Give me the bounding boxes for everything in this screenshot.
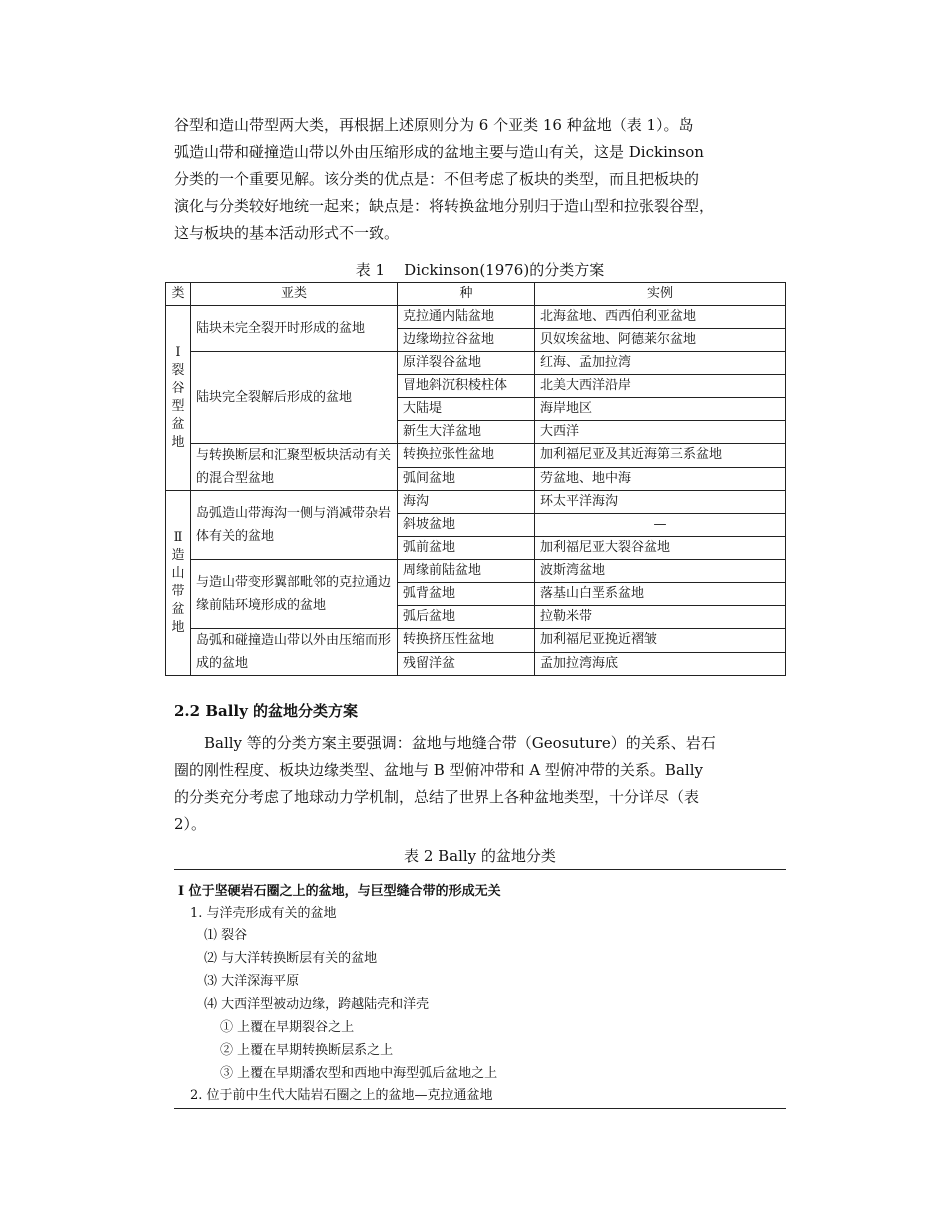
text-line: 分类的一个重要见解。该分类的优点是：不但考虑了板块的类型，而且把板块的 bbox=[174, 170, 700, 188]
species-cell: 原洋裂谷盆地 bbox=[398, 352, 535, 375]
species-cell: 弧间盆地 bbox=[398, 467, 535, 491]
species-cell: 转换拉张性盆地 bbox=[398, 444, 535, 468]
subclass-cell: 陆块未完全裂开时形成的盆地 bbox=[191, 306, 398, 352]
subclass-cell: 岛弧造山带海沟一侧与消减带杂岩体有关的盆地 bbox=[191, 491, 398, 560]
example-cell: 拉勒米带 bbox=[535, 606, 786, 629]
header-cell: 实例 bbox=[535, 283, 786, 306]
table-row bbox=[166, 629, 786, 653]
text-line: 这与板块的基本活动形式不一致。 bbox=[174, 224, 400, 242]
table2-row: ⑴ 裂谷 bbox=[204, 928, 248, 943]
species-cell: 冒地斜沉积棱柱体 bbox=[398, 375, 535, 398]
section-heading: 2.2 Bally 的盆地分类方案 bbox=[174, 702, 359, 720]
example-cell: 贝奴埃盆地、阿德莱尔盆地 bbox=[535, 329, 786, 352]
species-cell: 弧后盆地 bbox=[398, 606, 535, 629]
subclass-cell: 岛弧和碰撞造山带以外由压缩而形成的盆地 bbox=[191, 629, 398, 676]
example-cell: 加利福尼亚及其近海第三系盆地 bbox=[535, 444, 786, 468]
table2-caption: 表 2 Bally 的盆地分类 bbox=[404, 847, 556, 865]
intro-paragraph bbox=[174, 112, 786, 247]
example-cell: 加利福尼亚大裂谷盆地 bbox=[535, 537, 786, 560]
category-cell: Ⅱ 造 山 带 盆 地 bbox=[166, 491, 191, 676]
example-cell: 波斯湾盆地 bbox=[535, 560, 786, 583]
table2-row: ① 上覆在早期裂谷之上 bbox=[220, 1020, 355, 1035]
header-cell: 类 bbox=[166, 283, 191, 306]
table2-row: ⑷ 大西洋型被动边缘，跨越陆壳和洋壳 bbox=[204, 997, 430, 1012]
table2-row: ⑶ 大洋深海平原 bbox=[204, 974, 300, 989]
species-cell: 边缘坳拉谷盆地 bbox=[398, 329, 535, 352]
table2-top-rule bbox=[174, 869, 786, 870]
section2-paragraph bbox=[174, 730, 786, 838]
species-cell: 新生大洋盆地 bbox=[398, 421, 535, 444]
example-cell: 红海、孟加拉湾 bbox=[535, 352, 786, 375]
example-cell: 大西洋 bbox=[535, 421, 786, 444]
species-cell: 弧前盆地 bbox=[398, 537, 535, 560]
species-cell: 斜坡盆地 bbox=[398, 514, 535, 537]
table-row bbox=[166, 352, 786, 375]
table2-row: Ⅰ 位于坚硬岩石圈之上的盆地，与巨型缝合带的形成无关 bbox=[178, 884, 501, 899]
table2-bottom-rule bbox=[174, 1108, 786, 1109]
species-cell: 转换挤压性盆地 bbox=[398, 629, 535, 653]
subclass-cell: 陆块完全裂解后形成的盆地 bbox=[191, 352, 398, 444]
text-line: 谷型和造山带型两大类，再根据上述原则分为 6 个亚类 16 种盆地（表 1）。岛 bbox=[174, 116, 694, 134]
example-cell: 环太平洋海沟 bbox=[535, 491, 786, 514]
example-cell: — bbox=[535, 514, 786, 537]
text-line: Bally 等的分类方案主要强调：盆地与地缝合带（Geosuture）的关系、岩石 bbox=[204, 734, 716, 752]
subclass-cell: 与转换断层和汇聚型板块活动有关的混合型盆地 bbox=[191, 444, 398, 491]
text-line: 演化与分类较好地统一起来；缺点是：将转换盆地分别归于造山型和拉张裂谷型， bbox=[174, 197, 715, 215]
header-cell: 亚类 bbox=[191, 283, 398, 306]
species-cell: 克拉通内陆盆地 bbox=[398, 306, 535, 329]
table2-row: ⑵ 与大洋转换断层有关的盆地 bbox=[204, 951, 378, 966]
table-row bbox=[166, 491, 786, 514]
example-cell: 北海盆地、西西伯利亚盆地 bbox=[535, 306, 786, 329]
text-line: 弧造山带和碰撞造山带以外由压缩形成的盆地主要与造山有关，这是 Dickinson bbox=[174, 143, 704, 161]
header-cell: 种 bbox=[398, 283, 535, 306]
table2-row: ② 上覆在早期转换断层系之上 bbox=[220, 1043, 394, 1058]
table2-row: 2. 位于前中生代大陆岩石圈之上的盆地—克拉通盆地 bbox=[190, 1088, 493, 1103]
species-cell: 周缘前陆盆地 bbox=[398, 560, 535, 583]
subclass-cell: 与造山带变形翼部毗邻的克拉通边缘前陆环境形成的盆地 bbox=[191, 560, 398, 629]
table-row bbox=[166, 306, 786, 329]
table1-caption: 表 1 Dickinson(1976)的分类方案 bbox=[355, 261, 605, 279]
text-line: 的分类充分考虑了地球动力学机制，总结了世界上各种盆地类型，十分详尽（表 bbox=[174, 788, 700, 806]
table-row bbox=[166, 560, 786, 583]
species-cell: 弧背盆地 bbox=[398, 583, 535, 606]
example-cell: 孟加拉湾海底 bbox=[535, 652, 786, 676]
table1 bbox=[165, 282, 786, 676]
species-cell: 残留洋盆 bbox=[398, 652, 535, 676]
example-cell: 海岸地区 bbox=[535, 398, 786, 421]
example-cell: 落基山白垩系盆地 bbox=[535, 583, 786, 606]
table2-row: ③ 上覆在早期潘农型和西地中海型弧后盆地之上 bbox=[220, 1066, 498, 1081]
example-cell: 劳盆地、地中海 bbox=[535, 467, 786, 491]
category-cell: Ⅰ 裂 谷 型 盆 地 bbox=[166, 306, 191, 491]
example-cell: 北美大西洋沿岸 bbox=[535, 375, 786, 398]
text-line: 2）。 bbox=[174, 815, 207, 833]
text-line: 圈的刚性程度、板块边缘类型、盆地与 B 型俯冲带和 A 型俯冲带的关系。Bally bbox=[174, 761, 703, 779]
species-cell: 大陆堤 bbox=[398, 398, 535, 421]
table-header-row bbox=[166, 283, 786, 306]
table-row bbox=[166, 444, 786, 468]
species-cell: 海沟 bbox=[398, 491, 535, 514]
example-cell: 加利福尼亚挽近褶皱 bbox=[535, 629, 786, 653]
table2-row: 1. 与洋壳形成有关的盆地 bbox=[190, 906, 337, 921]
